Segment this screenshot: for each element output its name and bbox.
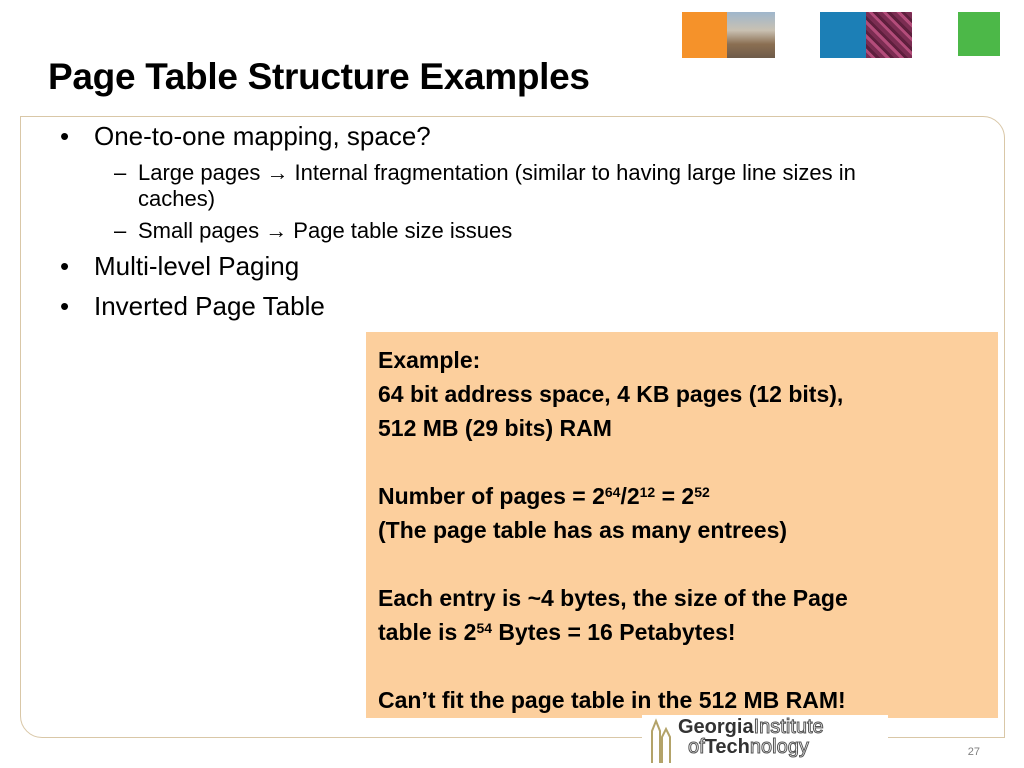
sub-bullet-item: – Large pages → Internal fragmentation (similar to having large line sizes in caches) (58, 160, 938, 212)
table-size-line: table is $2^{54}$ Bytes = 16 Petabytes! (378, 619, 736, 645)
decor-green-square (958, 12, 1000, 56)
bullet-list (58, 120, 958, 330)
decor-circuit-photo (866, 12, 912, 58)
conclusion-line: Can’t fit the page table in the 512 MB RAM! (378, 687, 846, 713)
bullet-item: • Multi-level Paging (58, 250, 958, 282)
page-number: 27 (967, 746, 980, 758)
decor-blue-square (820, 12, 866, 58)
example-callout-box (366, 332, 998, 718)
example-line: 64 bit address space, 4 KB pages (12 bits), (378, 381, 844, 407)
example-line: (The page table has as many entrees) (378, 517, 788, 543)
arrow-right-icon: → (266, 160, 289, 185)
decor-orange-square (682, 12, 728, 58)
decor-campus-photo (727, 12, 775, 58)
example-heading: Example: (378, 347, 481, 373)
bullet-item: • One-to-one mapping, space? (58, 120, 958, 152)
sub-bullet-item: – Small pages → Page table size issues (58, 218, 938, 244)
example-line: 512 MB (29 bits) RAM (378, 415, 612, 441)
pages-calculation: Number of pages = $2^{64}/2^{12} = 2^{52}$ (378, 483, 710, 509)
arrow-right-icon: → (265, 218, 288, 243)
slide-title: Page Table Structure Examples (48, 56, 590, 97)
logo-tower-icon (648, 717, 672, 763)
example-line: Each entry is ~4 bytes, the size of the Page (378, 585, 848, 611)
georgia-tech-logo: GeorgiaInstitute ofTechnology (642, 715, 888, 765)
bullet-item: • Inverted Page Table (58, 290, 958, 322)
